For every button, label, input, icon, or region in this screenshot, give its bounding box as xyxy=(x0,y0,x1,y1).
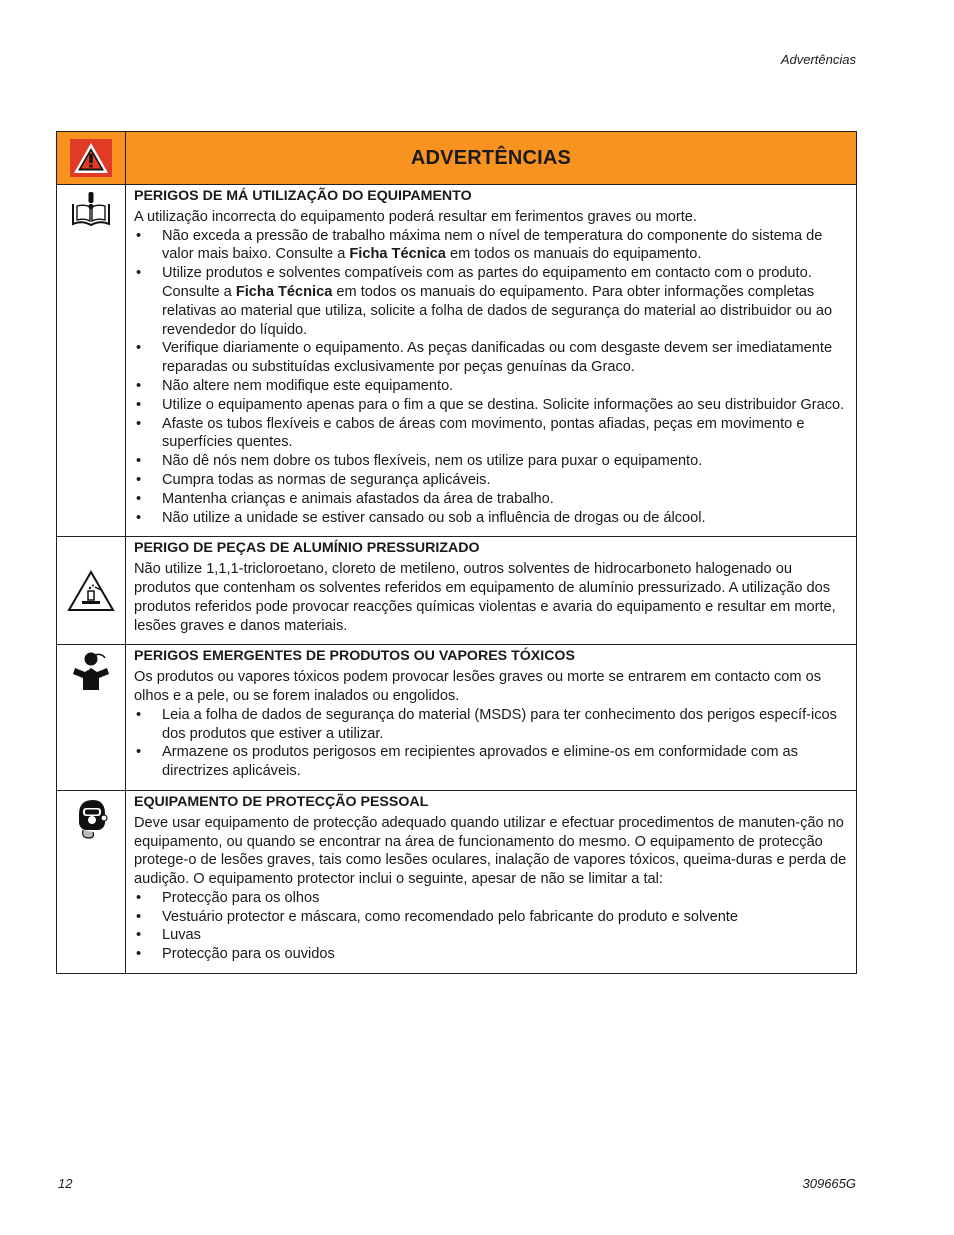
chemical-reaction-icon xyxy=(66,569,116,613)
section-text-cell xyxy=(126,537,857,645)
section-intro: Os produtos ou vapores tóxicos podem provocar lesões graves ou morte se entrarem em contacto com os olhos e a pele, ou se forem inalados ou engolidos. xyxy=(134,669,822,704)
section-title: PERIGOS DE MÁ UTILIZAÇÃO DO EQUIPAMENTO xyxy=(134,188,472,204)
section-title: PERIGO DE PEÇAS DE ALUMÍNIO PRESSURIZADO xyxy=(134,540,480,557)
list-item: • Utilize produtos e solventes compatíveis com as partes do equipamento em contacto com o produto. Consulte a Ficha Técnica em todos os manuais do equipamento. Para obter informações completas relativas ao material que utiliza, solicite a folha de dados de segurança do material ao distribuidor ou ao revendedor do líquido. xyxy=(134,264,850,339)
list-item: • Protecção para os olhos xyxy=(134,889,850,908)
running-head: Advertências xyxy=(780,52,856,67)
manual-book-icon xyxy=(69,192,113,228)
toxic-fumes-person-icon xyxy=(69,650,113,690)
list-item: • Cumpra todas as normas de segurança aplicáveis. xyxy=(134,471,850,490)
list-item: • Afaste os tubos flexíveis e cabos de áreas com movimento, pontas afiadas, peças em movimento e superfícies quentes. xyxy=(134,415,850,453)
section-icon-cell xyxy=(57,790,126,973)
section-toxic-fluids xyxy=(57,645,857,791)
list-item: • Luvas xyxy=(134,926,850,945)
page-number: 12 xyxy=(58,1176,73,1191)
warning-triangle-icon xyxy=(70,139,112,177)
warnings-title: ADVERTÊNCIAS xyxy=(410,146,572,169)
list-item: • Mantenha crianças e animais afastados da área de trabalho. xyxy=(134,490,850,509)
bullet-list xyxy=(134,227,850,528)
section-icon-cell xyxy=(57,185,126,537)
section-title: EQUIPAMENTO DE PROTECÇÃO PESSOAL xyxy=(134,793,429,810)
section-icon-cell xyxy=(57,537,126,645)
list-item: • Leia a folha de dados de segurança do material (MSDS) para ter conhecimento dos perigos específ-icos dos produtos que estiver a utilizar. xyxy=(134,706,850,744)
section-intro: Não utilize 1,1,1-tricloroetano, cloreto de metileno, outros solventes de hidrocarboneto halogenado ou produtos que contenham os solventes referidos em equipamento de alumínio pressurizado. A utilização dos produtos referidos pode provocar reacções químicas violentas e avaria do equipamento e resultar em morte, lesões graves e danos materiais. xyxy=(134,561,836,634)
list-item: • Protecção para os ouvidos xyxy=(134,945,850,964)
section-text-cell xyxy=(126,790,857,973)
section-pressurized-aluminum xyxy=(57,537,857,645)
list-item: • Verifique diariamente o equipamento. As peças danificadas ou com desgaste devem ser imediatamente reparadas ou substituídas exclusivamente por peças genuínas da Graco. xyxy=(134,339,850,377)
section-text-cell xyxy=(126,185,857,537)
section-intro: Deve usar equipamento de protecção adequado quando utilizar e efectuar procedimentos de manuten-ção no equipamento, ou quando se encontrar na área de funcionamento do mesmo. O equipamento de protecção protege-o de lesões graves, tais como lesões oculares, inalação de vapores tóxicos, queima-duras e perda de audição. O equipamento protector inclui o seguinte, apesar de não se limitar a tal: xyxy=(134,814,847,888)
section-equipment-misuse xyxy=(57,185,857,537)
list-item: • Não exceda a pressão de trabalho máxima nem o nível de temperatura do componente do sistema de valor mais baixo. Consulte a Ficha Técnica em todos os manuais do equipamento. xyxy=(134,227,850,265)
warnings-table xyxy=(56,131,857,974)
bullet-list xyxy=(134,706,850,781)
list-item: • Utilize o equipamento apenas para o fim a que se destina. Solicite informações ao seu distribuidor Graco. xyxy=(134,396,850,415)
section-icon-cell xyxy=(57,645,126,791)
section-text-cell xyxy=(126,645,857,791)
list-item: • Não altere nem modifique este equipamento. xyxy=(134,377,850,396)
protective-equipment-head-icon xyxy=(71,796,111,840)
header-title-cell xyxy=(126,132,857,185)
list-item: • Não utilize a unidade se estiver cansado ou sob a influência de drogas ou de álcool. xyxy=(134,509,850,528)
bullet-list xyxy=(134,889,850,964)
section-intro: A utilização incorrecta do equipamento poderá resultar em ferimentos graves ou morte. xyxy=(134,208,697,225)
section-personal-protection xyxy=(57,790,857,973)
list-item: • Armazene os produtos perigosos em recipientes aprovados e elimine-os em conformidade com as directrizes aplicáveis. xyxy=(134,743,850,781)
header-icon-cell xyxy=(57,132,126,185)
list-item: • Vestuário protector e máscara, como recomendado pelo fabricante do produto e solvente xyxy=(134,908,850,927)
list-item: • Não dê nós nem dobre os tubos flexíveis, nem os utilize para puxar o equipamento. xyxy=(134,452,850,471)
document-number: 309665G xyxy=(802,1176,856,1191)
section-title: PERIGOS EMERGENTES DE PRODUTOS OU VAPORES TÓXICOS xyxy=(134,648,575,665)
warnings-header-row xyxy=(57,132,857,185)
